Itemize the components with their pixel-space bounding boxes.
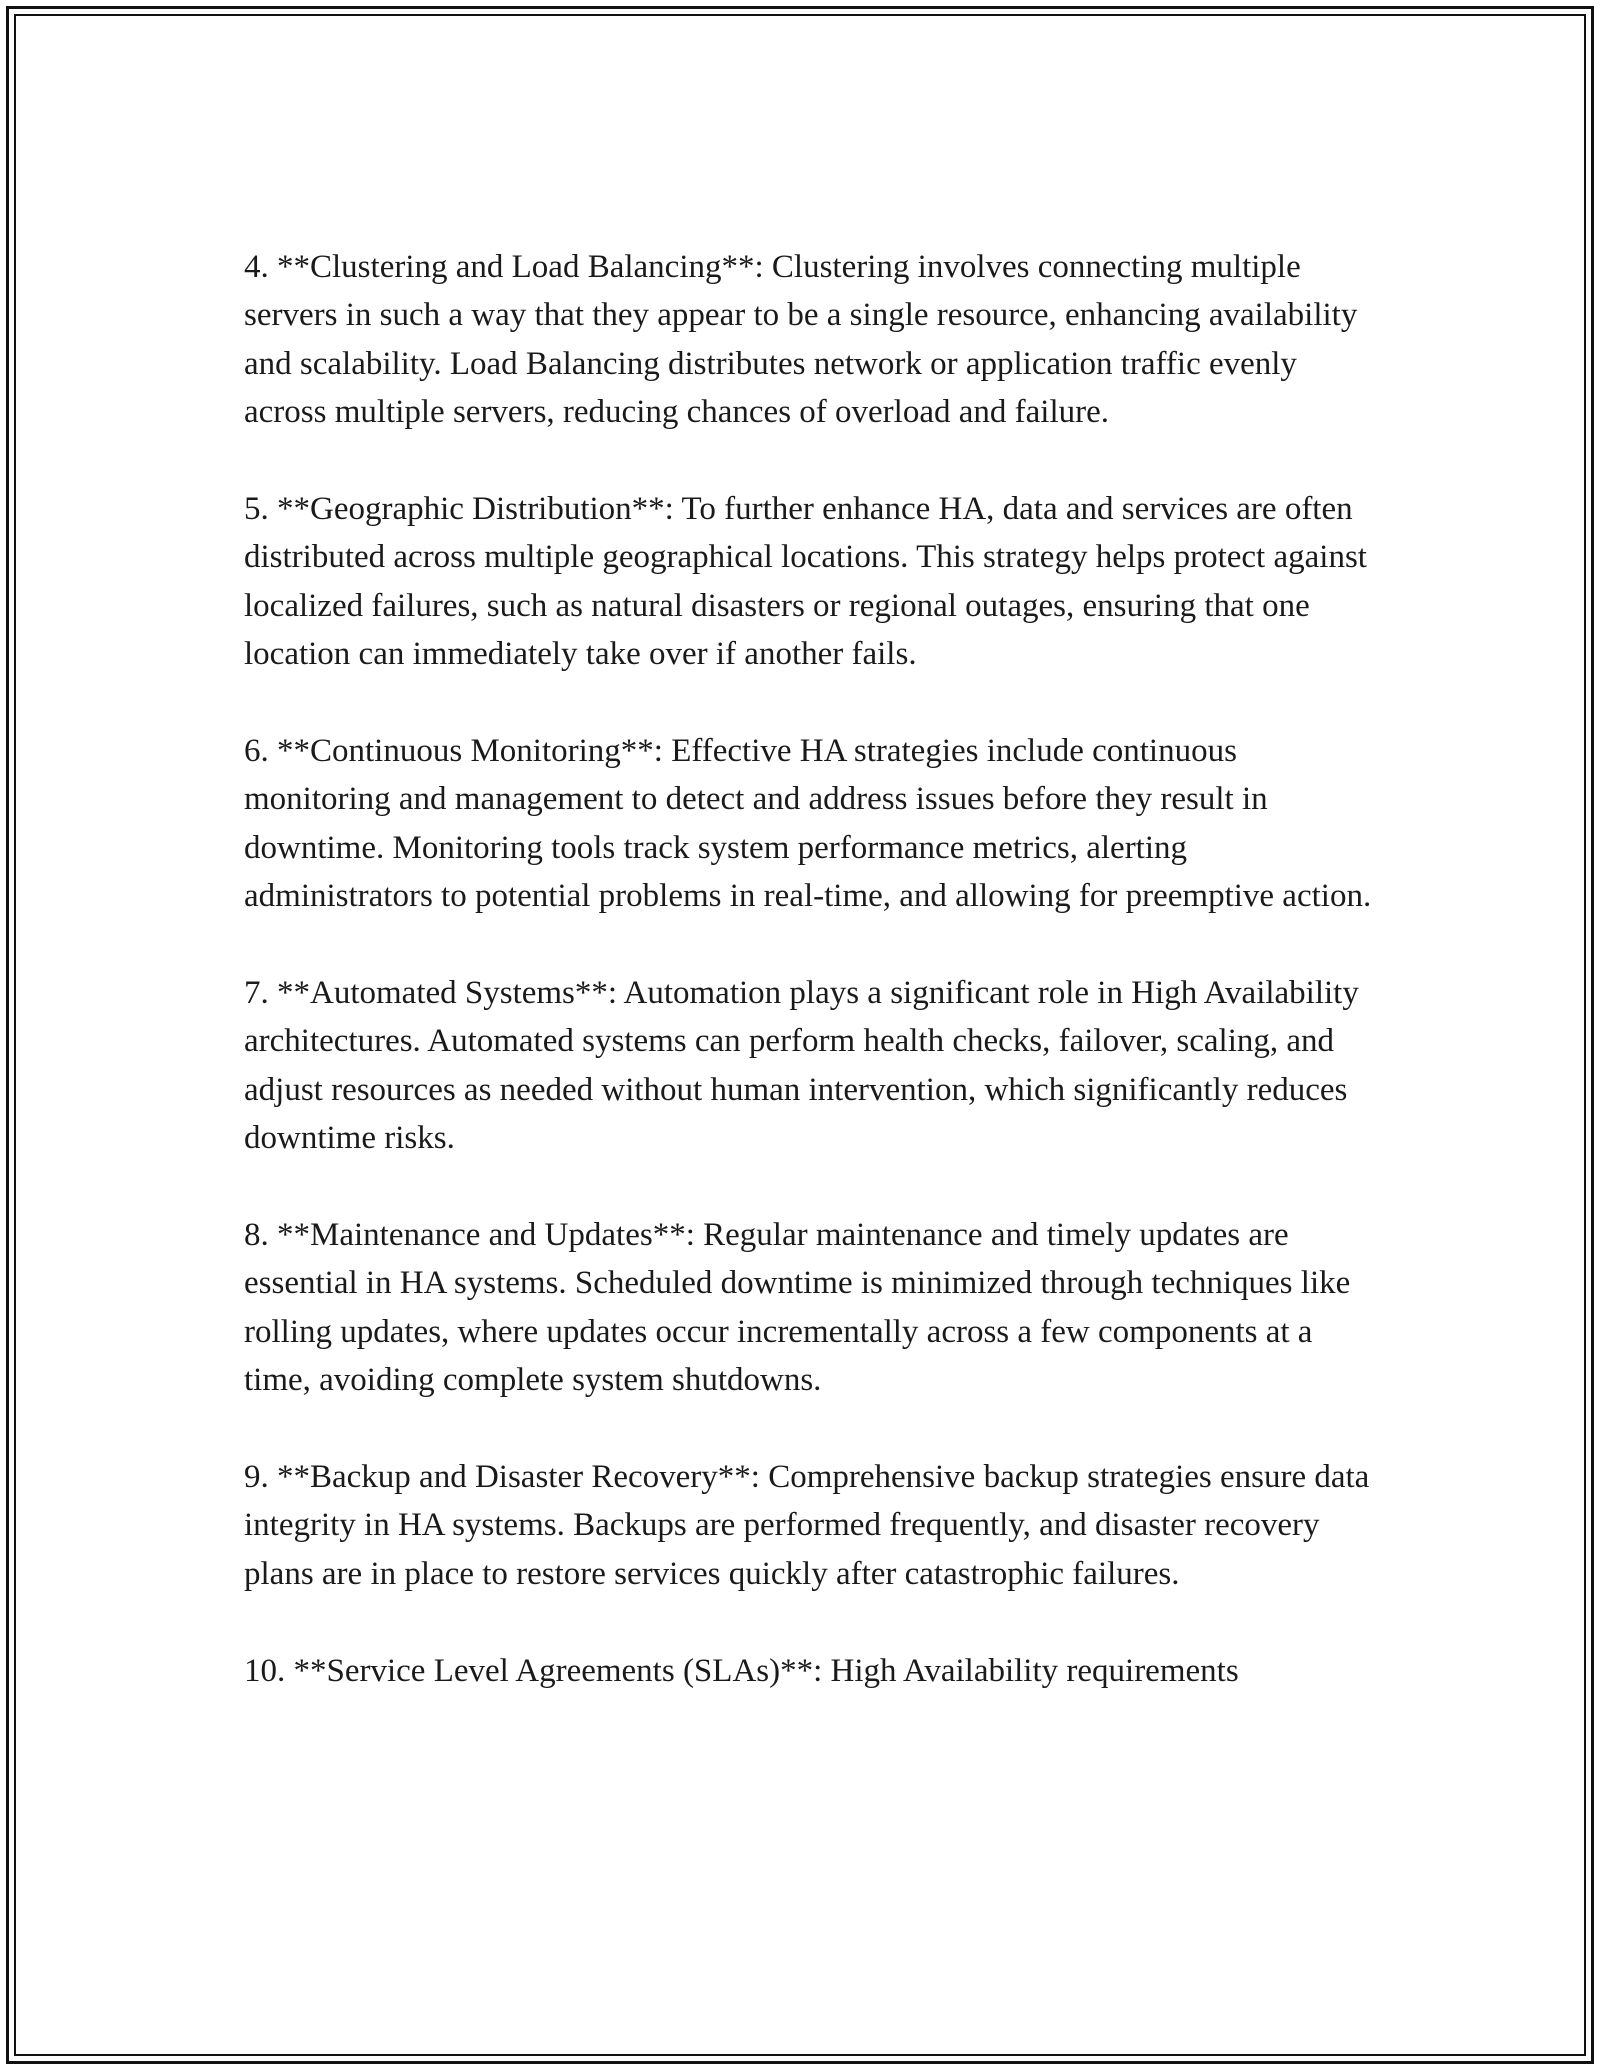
paragraph-clustering: 4. **Clustering and Load Balancing**: Clustering involves connecting multiple servers in such a way that they appear to be a single resource, enhancing availability and scalability. Load Balancing distributes network or application traffic evenly across multiple servers, reducing chances of overload and failure. xyxy=(244,249,1358,431)
paragraph-continuous-monitoring: 6. **Continuous Monitoring**: Effective HA strategies include continuous monitoring and management to detect and address issues before they result in downtime. Monitoring tools track system performance metrics, alerting administrators to potential problems in real-time, and allowing for preemptive action. xyxy=(244,733,1372,915)
document-body xyxy=(244,243,1384,1695)
paragraph-geographic-distribution: 5. **Geographic Distribution**: To further enhance HA, data and services are often distributed across multiple geographical locations. This strategy helps protect against localized failures, such as natural disasters or regional outages, ensuring that one location can immediately take over if another fails. xyxy=(244,491,1367,673)
paragraph-automated-systems: 7. **Automated Systems**: Automation plays a significant role in High Availability architectures. Automated systems can perform health checks, failover, scaling, and adjust resources as needed without human intervention, which significantly reduces downtime risks. xyxy=(244,975,1359,1157)
paragraph-slas: 10. **Service Level Agreements (SLAs)**: High Availability requirements xyxy=(244,1652,1239,1689)
page-border xyxy=(6,6,1594,2064)
paragraph-maintenance-updates: 8. **Maintenance and Updates**: Regular maintenance and timely updates are essential in HA systems. Scheduled downtime is minimized through techniques like rolling updates, where updates occur incrementally across a few components at a time, avoiding complete system shutdowns. xyxy=(244,1217,1351,1399)
paragraph-backup-disaster-recovery: 9. **Backup and Disaster Recovery**: Comprehensive backup strategies ensure data integrity in HA systems. Backups are performed frequently, and disaster recovery plans are in place to restore services quickly after catastrophic failures. xyxy=(244,1459,1370,1592)
